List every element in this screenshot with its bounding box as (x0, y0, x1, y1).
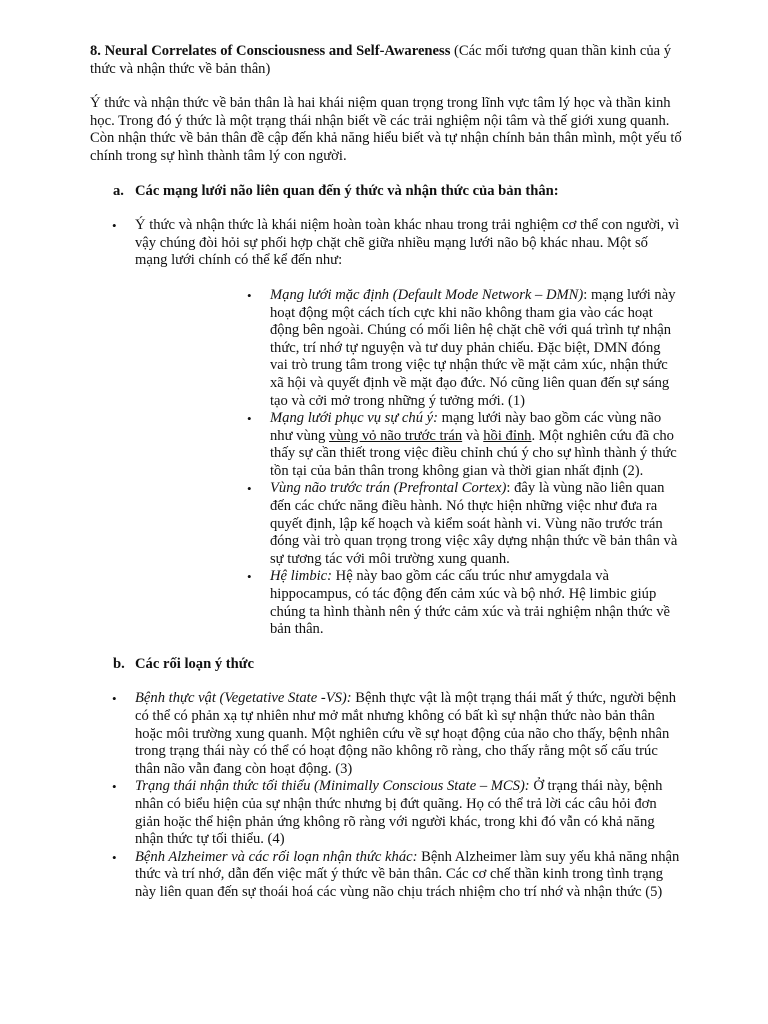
network-term: Vùng não trước trán (Prefrontal Cortex) (270, 480, 507, 497)
network-item-attention (135, 410, 682, 480)
disorder-text: Ở trạng thái này, bệnh nhân có biểu hiện của sự nhận thức nhưng bị đứt quãng. Họ có thể trả lời các câu hỏi đơn giản hoặc thể hiện phản ứng không rõ ràng với người khác, trong khi đó vẫn có khả năng nhận thức tự tối thiểu. (4) (135, 778, 663, 848)
part-b-list (90, 690, 682, 901)
bullet-icon: • (112, 779, 117, 795)
network-list (135, 287, 682, 639)
prefrontal-cortex-link[interactable]: vùng vỏ não trước trán (329, 427, 463, 444)
subheading-a-title: Các mạng lưới não liên quan đến ý thức và nhận thức của bản thân: (135, 182, 559, 199)
disorder-term: Bệnh Alzheimer và các rối loạn nhận thức khác: (135, 848, 418, 865)
network-term: Hệ limbic: (270, 568, 333, 585)
network-term: Mạng lưới mặc định (Default Mode Network – DMN) (270, 286, 584, 303)
subheading-b-title: Các rối loạn ý thức (135, 655, 255, 672)
section-title-bold: 8. Neural Correlates of Consciousness and Self-Awareness (90, 43, 451, 59)
disorder-item-mcs (90, 778, 682, 848)
document-page (90, 43, 682, 919)
bullet-icon: • (112, 691, 117, 707)
part-a-list (90, 217, 682, 639)
disorder-term: Bệnh thực vật (Vegetative State -VS): (135, 690, 352, 707)
disorder-text: Bệnh Alzheimer làm suy yếu khả năng nhận thức và trí nhớ, dẫn đến việc mất ý thức về bản thân. Các cơ chế thần kinh trong tình trạng này liên quan đến sự thoái hoá các vùng não chịu trách nhiệm cho trí nhớ và nhận thức (5) (135, 848, 680, 900)
network-item-prefrontal (135, 480, 682, 568)
network-text: Hệ này bao gồm các cấu trúc như amygdala và hippocampus, có tác động đến cảm xúc và bộ nhớ. Hệ limbic giúp chúng ta hình thành nên ý thức cảm xúc và trải nghiệm nhận thức về bản thân. (270, 568, 671, 638)
network-item-dmn (135, 287, 682, 410)
section-title-translation: (Các mối tương quan thần kinh của ý thức và nhận thức về bản thân) (90, 43, 672, 77)
bullet-icon: • (112, 218, 117, 234)
bullet-icon: • (247, 287, 252, 303)
bullet-icon: • (247, 569, 252, 585)
network-text: : mạng lưới này hoạt động một cách tích cực khi não không tham gia vào các hoạt động bên ngoài. Chúng có mối liên hệ chặt chẽ với quá trình tự nhận thức, trí nhớ tự nguyện và tư duy phản chiếu. Đặc biệt, DMN đóng vai trò trung tâm trong việc tự nhận thức về mặt cảm xúc, nhận thức xã hội và quyết định về mặt đạo đức. Nó cũng liên quan đến sự sáng tạo và cởi mở trong những ý tưởng mới. (1) (270, 286, 676, 409)
list-item (90, 217, 682, 639)
disorder-item-vs (90, 690, 682, 778)
section-heading (90, 43, 682, 78)
bullet-icon: • (247, 411, 252, 427)
network-text: và (462, 427, 484, 444)
parietal-lobe-link[interactable]: hồi đỉnh (483, 427, 532, 444)
subheading-b (90, 656, 682, 674)
subheading-b-marker: b. (113, 655, 125, 672)
disorder-item-alzheimer (90, 849, 682, 902)
subheading-a (90, 183, 682, 201)
bullet-icon: • (112, 849, 117, 865)
network-item-limbic (135, 568, 682, 638)
network-text: : đây là vùng não liên quan đến các chức năng điều hành. Nó thực hiện những việc như đưa ra quyết định, lập kế hoạch và kiểm soát hành vi. Vùng não trước trán đóng vài trò quan trọng trong việc xây dựng nhận thức về bản thân và sự tương tác với môi trường xung quanh. (270, 480, 678, 567)
intro-paragraph: Ý thức và nhận thức về bản thân là hai khái niệm quan trọng trong lĩnh vực tâm lý học và thần kinh học. Trong đó ý thức là một trạng thái nhận biết về các trải nghiệm nội tâm và thế giới xung quanh. Còn nhận thức về bản thân đề cập đến khả năng hiểu biết và tự nhận chính bản thân mình, một yếu tố chính trong sự hình thành tâm lý con người. (90, 95, 682, 164)
subheading-a-marker: a. (113, 182, 124, 199)
network-text: . Một nghiên cứu đã cho thấy sự cần thiết trong việc điều chỉnh chú ý cho sự hình thành ý thức tồn tại của bản thân trong không gian và thời gian nhất định (2). (270, 427, 677, 479)
part-a-lead-text: Ý thức và nhận thức là khái niệm hoàn toàn khác nhau trong trải nghiệm cơ thể con người, vì vậy chúng đòi hỏi sự phối hợp chặt chẽ giữa nhiều mạng lưới não bộ khác nhau. Một số mạng lưới chính có thể kể đến như: (135, 217, 680, 269)
network-text: mạng lưới này bao gồm các vùng não như vùng (270, 410, 662, 444)
disorder-text: Bệnh thực vật là một trạng thái mất ý thức, người bệnh có thể có phản xạ tự nhiên như mở mắt nhưng không có bất kì sự nhận thức nào bản thân hoặc môi trường xung quanh. Một nghiên cứu về sự hoạt động của não cho thấy, bệnh nhân trong trạng thái này có thể có hoạt động não không rõ ràng, cho thấy rằng một số cấu trúc thân não vẫn đang còn hoạt động. (3) (135, 690, 677, 777)
network-term: Mạng lưới phục vụ sự chú ý: (270, 410, 438, 427)
disorder-term: Trạng thái nhận thức tối thiểu (Minimally Conscious State – MCS): (135, 778, 530, 795)
bullet-icon: • (247, 481, 252, 497)
